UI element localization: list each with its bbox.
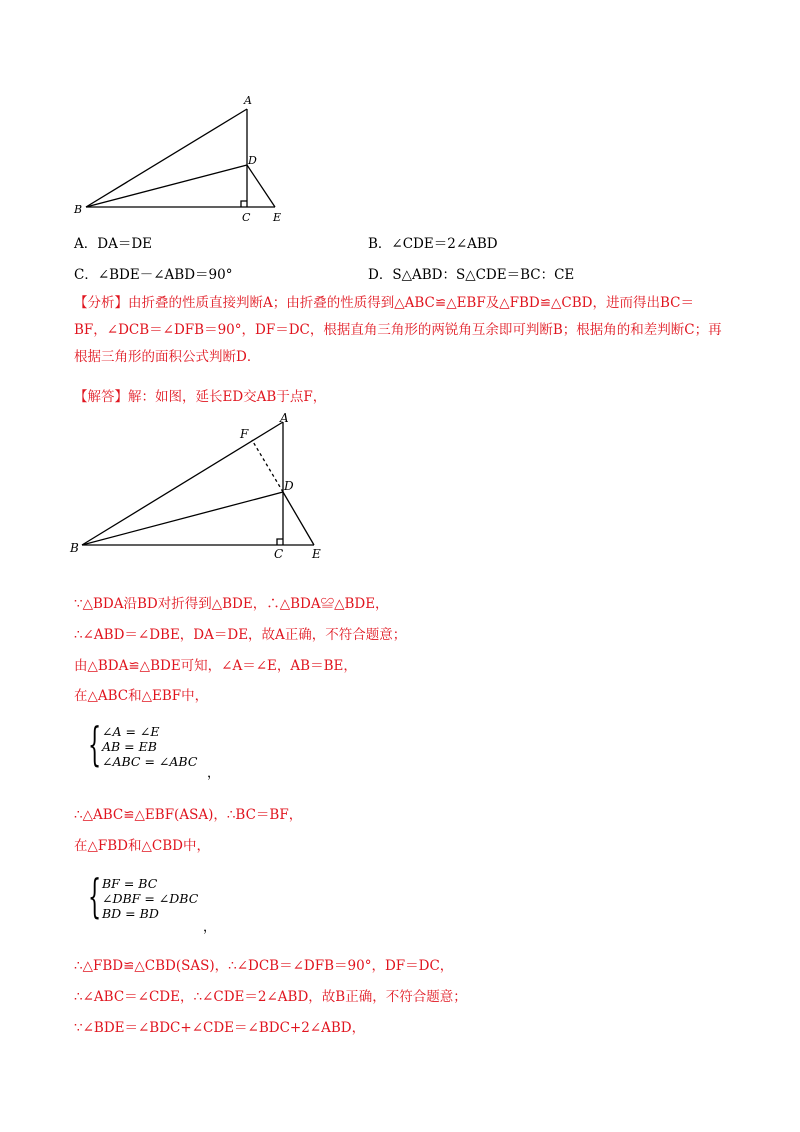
label2-A: A — [280, 411, 289, 425]
system2-row-3: BD = BD — [102, 906, 159, 921]
label2-D: D — [284, 479, 294, 493]
solution-intro-line — [74, 385, 326, 405]
step-line-7: ∴△FBD≌△CBD(SAS)，∴∠DCB＝∠DFB＝90°，DF＝DC， — [74, 958, 454, 974]
system1-row-3: ∠ABC = ∠ABC — [102, 754, 198, 769]
label2-F: F — [240, 427, 249, 441]
equation-system-1 — [88, 717, 208, 774]
figure-triangle-2 — [68, 408, 333, 563]
step-line-3: 由△BDA≌△BDE可知，∠A＝∠E，AB＝BE， — [74, 658, 357, 674]
figure-triangle-1 — [70, 92, 295, 224]
system1-row-1: ∠A = ∠E — [102, 724, 160, 739]
label2-B: B — [70, 541, 79, 555]
system-brace: { — [88, 717, 102, 771]
solution-tag: 【解答】 — [74, 389, 128, 405]
step-line-8: ∴∠ABC＝∠CDE，∴∠CDE＝2∠ABD，故B正确，不符合题意； — [74, 989, 467, 1005]
system-brace: { — [88, 869, 102, 923]
system2-row-2: ∠DBF = ∠DBC — [102, 891, 199, 906]
label2-E: E — [312, 547, 321, 561]
step-line-2: ∴∠ABD＝∠DBE，DA＝DE，故A正确，不符合题意； — [74, 627, 407, 643]
step-line-6: 在△FBD和△CBD中， — [74, 838, 210, 854]
system2-comma: ， — [203, 920, 217, 935]
equation-system-2 — [88, 869, 208, 926]
option-a: A．DA＝DE — [74, 236, 153, 252]
analysis-text: 由折叠的性质直接判断A；由折叠的性质得到△ABC≌△EBF及△FBD≌△CBD，进而得出BC＝BF，∠DCB＝∠DFB＝90°，DF＝DC，根据直角三角形的两锐角互余即可判断B；根据角的和差判断C；再根据三角形的面积公式判断D． — [74, 295, 722, 365]
system2-row-1: BF = BC — [102, 876, 158, 891]
system1-comma: ， — [207, 766, 221, 781]
step-line-4: 在△ABC和△EBF中， — [74, 688, 209, 704]
label-B: B — [74, 203, 83, 216]
label-C: C — [242, 211, 251, 224]
solution-intro: 解：如图，延长ED交AB于点F， — [128, 389, 327, 405]
label-E: E — [273, 211, 282, 224]
step-line-5: ∴△ABC≌△EBF(ASA)，∴BC＝BF， — [74, 807, 303, 823]
system1-row-2: AB = EB — [102, 739, 157, 754]
analysis-paragraph — [74, 290, 724, 371]
label-A: A — [244, 94, 252, 107]
option-b: B．∠CDE＝2∠ABD — [368, 236, 498, 252]
step-line-9: ∵∠BDE＝∠BDC+∠CDE＝∠BDC+2∠ABD， — [74, 1020, 366, 1036]
label2-C: C — [274, 547, 284, 561]
option-d: D．S△ABD：S△CDE＝BC：CE — [368, 267, 575, 283]
label-D: D — [248, 154, 257, 167]
step-line-1: ∵△BDA沿BD对折得到△BDE，∴△BDA≌△BDE， — [74, 596, 389, 612]
analysis-tag: 【分析】 — [74, 295, 128, 311]
option-c: C．∠BDE－∠ABD＝90° — [74, 267, 233, 283]
